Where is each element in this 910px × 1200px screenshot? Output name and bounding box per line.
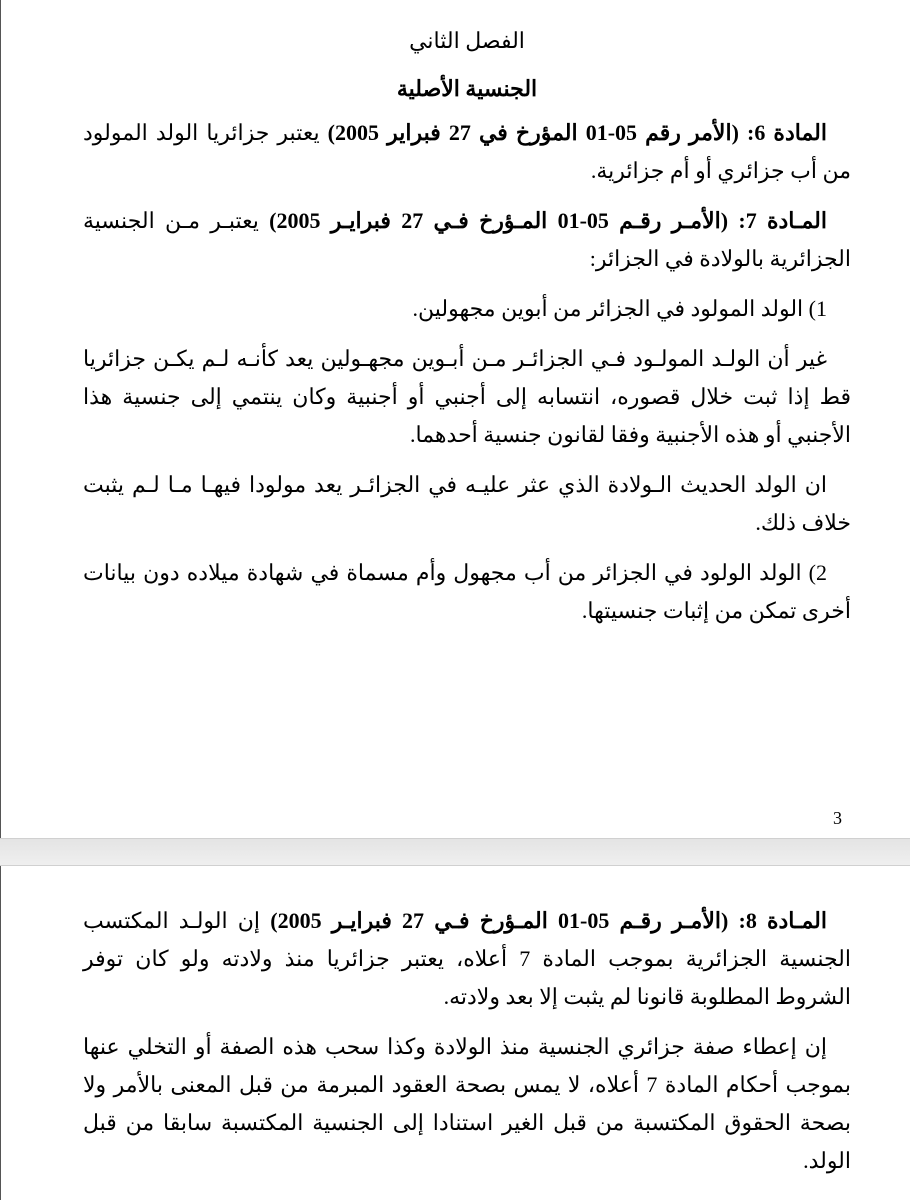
article-8 (83, 902, 851, 1016)
article-8-rights-paragraph: إن إعطاء صفة جزائري الجنسية منذ الولادة وكذا سحب هذه الصفة أو التخلي عنها بموجب أحكام المادة 7 أعلاه، لا يمس بصحة العقود المبرمة من قبل المعنى بالأمر ولا بصحة الحقوق المكتسبة من قبل الغير استنادا إلى الجنسية المكتسبة سابقا من قبل الولد. (83, 1034, 851, 1173)
page-1-body (83, 16, 851, 642)
article-7-label: المـادة 7: (الأمـر رقـم 05-01 المـؤرخ فـي 27 فبرايـر 2005) (269, 208, 827, 233)
article-7 (83, 202, 851, 278)
article-6 (83, 114, 851, 190)
article-7-newborn-paragraph: ان الولد الحديث الـولادة الذي عثر عليـه في الجزائـر يعد مولودا فيهـا مـا لـم يثبت خلاف ذلك. (83, 472, 851, 535)
article-8-text: إن الولـد المكتسب الجنسية الجزائرية بموجب المادة 7 أعلاه، يعتبر جزائريا منذ ولادته ولو كان توفر الشروط المطلوبة قانونا لم يثبت إلا بعد ولادته. (83, 908, 851, 1009)
article-6-text: يعتبر جزائريا الولد المولود من أب جزائري أو أم جزائرية. (83, 120, 851, 183)
article-7-item-1: 1) الولد المولود في الجزائر من أبوين مجهولين. (412, 296, 827, 321)
section-title: الجنسية الأصلية (396, 76, 538, 101)
document-page-2 (0, 866, 910, 1200)
article-7-text: يعتبـر مـن الجنسية الجزائرية بالولادة في الجزائر: (83, 208, 851, 271)
page-separator (0, 838, 910, 866)
article-6-label: المادة 6: (الأمر رقم 05-01 المؤرخ في 27 فبراير 2005) (327, 120, 827, 145)
article-7-item-2: 2) الولد الولود في الجزائر من أب مجهول وأم مسماة في شهادة ميلاده دون بيانات أخرى تمكن من إثبات جنسيتها. (83, 560, 851, 623)
article-7-exception-paragraph: غير أن الولـد المولـود فـي الجزائـر مـن أبـوين مجهـولين يعد كأنـه لـم يكـن جزائريا قط إذا ثبت خلال قصوره، انتسابه إلى أجنبي أو أجنبية وكان ينتمي إلى جنسية هذا الأجنبي أو هذه الأجنبية وفقا لقانون جنسية أحدهما. (83, 346, 851, 447)
article-8-label: المـادة 8: (الأمـر رقـم 05-01 المـؤرخ فـي 27 فبرايـر 2005) (270, 908, 827, 933)
chapter-title: الفصل الثاني (409, 28, 525, 53)
page-number: 3 (833, 808, 842, 828)
page-2-body (83, 902, 851, 1192)
